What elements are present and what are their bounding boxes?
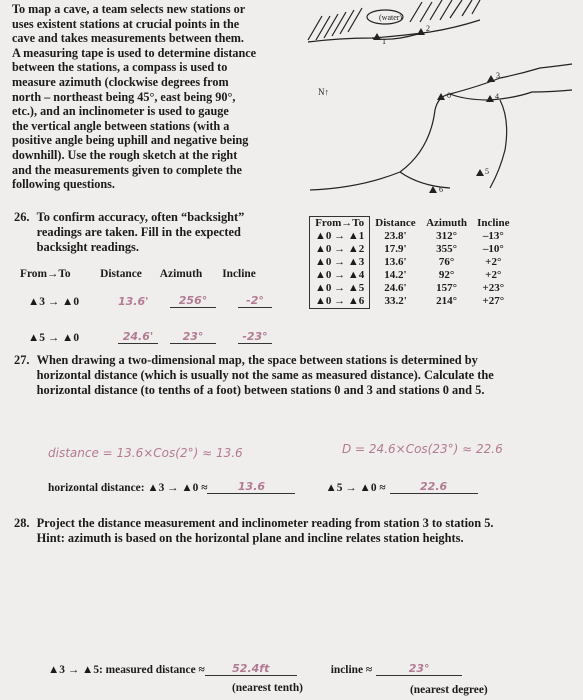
cave-wall-lower	[490, 100, 507, 188]
cave-wall-middle	[310, 64, 572, 190]
col-header: Incline	[222, 268, 256, 280]
intro-line: downhill). Use the rough sketch at the right	[12, 147, 238, 162]
cell-distance: 24.6'	[384, 282, 407, 294]
col-header: Incline	[477, 216, 510, 229]
cell-azimuth: 92°	[438, 269, 455, 281]
station-2-label: 2	[426, 24, 430, 33]
answer-distance-5-0[interactable]: 22.6	[390, 480, 478, 494]
col-header: From→To	[20, 268, 71, 280]
question-text-line: horizontal distance (which is usually not the same as measured distance). Calculate the	[36, 368, 494, 382]
north-label: N↑	[318, 87, 329, 97]
measurement-row	[310, 269, 515, 282]
intro-line: uses existent stations at crucial points in the	[12, 16, 240, 31]
answer-label: ▲5 → ▲0 ≈	[325, 482, 386, 494]
col-header: From→To	[310, 217, 370, 231]
cell-distance: 13.6'	[384, 256, 407, 268]
station-5-label: 5	[485, 167, 489, 176]
answer-distance-3-0[interactable]: 13.6	[207, 480, 295, 494]
station-1-label: 1	[382, 37, 386, 46]
question-text-line: Project the distance measurement and inclinometer reading from station 3 to station 5.	[36, 516, 494, 530]
row-from-to: ▲0 → ▲2	[310, 243, 370, 256]
station-3-marker	[487, 75, 495, 82]
row-from-to: ▲5 → ▲0	[28, 332, 80, 344]
question-27	[14, 353, 574, 398]
station-5-marker	[476, 169, 484, 176]
intro-line: north – northeast being 45°, east being 90°,	[12, 89, 236, 104]
note-nearest-tenth: (nearest tenth)	[232, 682, 303, 694]
station-2-marker	[417, 28, 425, 35]
measurement-row	[310, 230, 515, 243]
col-header: Azimuth	[426, 216, 468, 229]
station-6-marker	[429, 186, 437, 193]
answer-label: ▲3 → ▲5: measured distance ≈	[48, 664, 205, 676]
intro-line: measure azimuth (clockwise degrees from	[12, 74, 229, 89]
cave-sketch	[300, 0, 583, 205]
row-from-to: ▲0 → ▲4	[310, 269, 370, 282]
measurements-table	[309, 216, 515, 309]
intro-line: following questions.	[12, 177, 115, 192]
backsight-table	[20, 268, 300, 344]
station-0-label: 0	[447, 91, 451, 100]
backsight-incline-answer[interactable]: -2°	[238, 294, 272, 308]
backsight-row	[20, 330, 300, 344]
measurement-row	[310, 243, 515, 256]
backsight-row	[20, 294, 300, 308]
station-1-marker	[373, 33, 381, 40]
cell-incline: +27°	[482, 295, 505, 308]
cell-azimuth: 157°	[436, 282, 458, 294]
measurement-row	[310, 295, 515, 309]
question-number: 27.	[14, 353, 30, 367]
cell-azimuth: 214°	[436, 295, 458, 308]
intro-line: etc.), and an inclinometer is used to gauge	[12, 104, 229, 119]
row-from-to: ▲3 → ▲0	[28, 296, 80, 308]
intro-line: positive angle being uphill and negative being	[12, 133, 249, 148]
cell-distance: 33.2'	[384, 295, 407, 308]
row-from-to: ▲0 → ▲1	[310, 230, 370, 243]
station-3-label: 3	[496, 71, 500, 80]
q28-answer-line	[48, 662, 568, 676]
question-text-line: backsight readings.	[36, 240, 139, 254]
col-header: Azimuth	[159, 268, 203, 280]
cell-distance: 17.9'	[384, 243, 407, 255]
work-right: D = 24.6×Cos(23°) ≈ 22.6	[342, 442, 503, 456]
answer-label: horizontal distance: ▲3 → ▲0 ≈	[48, 482, 208, 494]
q27-answer-line	[48, 480, 568, 494]
answer-measured-distance[interactable]: 52.4ft	[205, 662, 297, 676]
backsight-azimuth-answer[interactable]: 23°	[170, 330, 216, 344]
cell-incline: –10°	[482, 243, 504, 255]
row-from-to: ▲0 → ▲5	[310, 282, 370, 295]
backsight-azimuth-answer[interactable]: 256°	[170, 294, 216, 308]
backsight-distance-answer[interactable]: 24.6'	[118, 330, 158, 344]
station-4-label: 4	[495, 92, 499, 101]
cell-azimuth: 355°	[436, 243, 458, 255]
question-text-line: When drawing a two-dimensional map, the space between stations is determined by	[36, 353, 478, 367]
backsight-distance-answer[interactable]: 13.6'	[118, 295, 149, 308]
cell-azimuth: 76°	[438, 256, 455, 268]
measurements-table-wrap	[309, 216, 515, 309]
answer-incline[interactable]: 23°	[376, 662, 462, 676]
cell-distance: 14.2'	[384, 269, 407, 281]
question-26	[14, 210, 244, 255]
measurements-header-row	[310, 217, 515, 231]
station-6-label: 6	[439, 185, 443, 194]
intro-line: the vertical angle between stations (with a	[12, 118, 230, 133]
col-header: Distance	[375, 216, 416, 229]
intro-line: A measuring tape is used to determine distance	[12, 45, 257, 60]
question-text-line: readings are taken. Fill in the expected	[36, 225, 241, 239]
note-nearest-degree: (nearest degree)	[410, 684, 488, 696]
cell-azimuth: 312°	[436, 230, 458, 242]
backsight-incline-answer[interactable]: -23°	[238, 330, 272, 344]
intro-line: To map a cave, a team selects new stations or	[12, 2, 246, 16]
intro-line: between the stations, a compass is used to	[12, 60, 228, 75]
work-left: distance = 13.6×Cos(2°) ≈ 13.6	[48, 446, 243, 460]
question-number: 28.	[14, 516, 30, 530]
cell-incline: +23°	[482, 282, 505, 294]
question-number: 26.	[14, 210, 30, 224]
measurement-row	[310, 256, 515, 269]
row-from-to: ▲0 → ▲3	[310, 256, 370, 269]
cell-incline: +2°	[485, 269, 502, 281]
question-text-line: To confirm accuracy, often “backsight”	[36, 210, 245, 224]
intro-line: and the measurements given to complete the	[12, 162, 242, 177]
station-4-marker	[486, 95, 494, 102]
question-28	[14, 516, 574, 546]
col-header: Distance	[100, 268, 142, 280]
water-label: (water)	[379, 13, 403, 22]
cell-incline: +2°	[485, 256, 502, 268]
question-text-line: Hint: azimuth is based on the horizontal plane and incline relates station heights.	[36, 531, 464, 545]
row-from-to: ▲0 → ▲6	[310, 295, 370, 309]
cave-wall-branch	[450, 90, 572, 100]
intro-line: cave and takes measurements between them.	[12, 31, 244, 46]
backsight-header	[20, 268, 300, 280]
intro-paragraph	[12, 2, 312, 192]
measurement-row	[310, 282, 515, 295]
cell-distance: 23.8'	[384, 230, 407, 242]
question-text-line: horizontal distance (to tenths of a foot) between stations 0 and 3 and stations 0 and 5.	[36, 383, 485, 397]
cell-incline: –13°	[482, 230, 504, 242]
answer-label: incline ≈	[330, 664, 373, 676]
